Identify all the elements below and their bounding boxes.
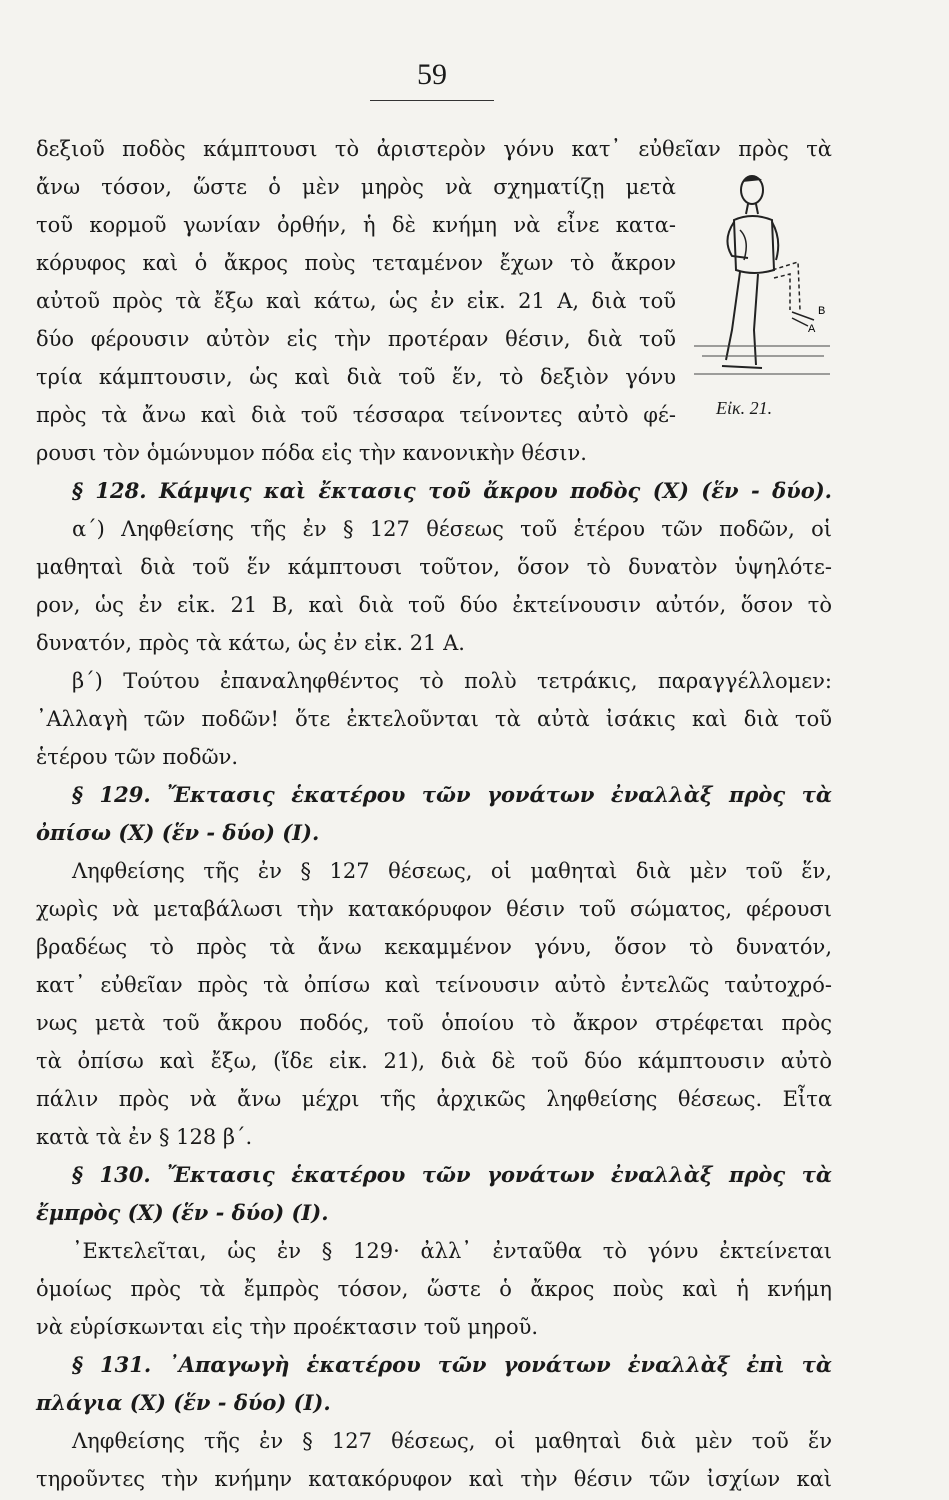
text-line: ἄνω τόσον, ὥστε ὁ μὲν μηρὸς νὰ σχηματίζῃ μετὰ bbox=[36, 175, 676, 199]
section-heading-129: § 129. Ἔκτασις ἑκατέρου τῶν γονάτων ἐναλλὰξ πρὸς τὰ bbox=[72, 782, 832, 807]
section-heading-129-cont: ὀπίσω (Χ) (ἕν - δύο) (Ι). bbox=[36, 820, 320, 845]
text-line: κόρυφος καὶ ὁ ἄκρος ποὺς τεταμένον ἔχων τὸ ἄκρον bbox=[36, 251, 676, 275]
text-line: τρία κάμπτουσιν, ὡς καὶ διὰ τοῦ ἕν, τὸ δεξιὸν γόνυ bbox=[36, 365, 676, 389]
text-line: ἑτέρου τῶν ποδῶν. bbox=[36, 745, 239, 769]
page-number: 59 bbox=[417, 58, 447, 91]
text-line: δύο φέρουσιν αὐτὸν εἰς τὴν προτέραν θέσιν, διὰ τοῦ bbox=[36, 327, 676, 351]
standing-figure-drawing bbox=[692, 160, 832, 400]
figure-21-illustration bbox=[692, 160, 832, 430]
figure-label-b: B bbox=[818, 305, 826, 317]
text-line: χωρὶς νὰ μεταβάλωσι τὴν κατακόρυφον θέσιν τοῦ σώματος, φέρουσι bbox=[36, 897, 832, 921]
text-line: ᾿Αλλαγὴ τῶν ποδῶν! ὅτε ἐκτελοῦνται τὰ αὐτὰ ἰσάκις καὶ διὰ τοῦ bbox=[36, 707, 832, 731]
text-line: ρον, ὡς ἐν εἰκ. 21 Β, καὶ διὰ τοῦ δύο ἐκτείνουσιν αὐτόν, ὅσον τὸ bbox=[36, 593, 832, 617]
text-line: Ληφθείσης τῆς ἐν § 127 θέσεως, οἱ μαθηταὶ διὰ μὲν τοῦ ἕν bbox=[72, 1429, 832, 1453]
section-heading-131: § 131. ᾿Απαγωγὴ ἑκατέρου τῶν γονάτων ἐναλλὰξ ἐπὶ τὰ bbox=[72, 1352, 832, 1377]
text-line: τοῦ κορμοῦ γωνίαν ὀρθήν, ἡ δὲ κνήμη νὰ εἶνε κατα- bbox=[36, 213, 676, 237]
text-line: Ληφθείσης τῆς ἐν § 127 θέσεως, οἱ μαθηταὶ διὰ μὲν τοῦ ἕν, bbox=[72, 859, 832, 883]
figure-caption: Εἰκ. 21. bbox=[716, 398, 773, 418]
section-heading-130: § 130. Ἔκτασις ἑκατέρου τῶν γονάτων ἐναλλὰξ πρὸς τὰ bbox=[72, 1162, 832, 1187]
text-line: β΄) Τούτου ἐπαναληφθέντος τὸ πολὺ τετράκις, παραγγέλλομεν: bbox=[72, 669, 832, 693]
section-heading-131-cont: πλάγια (Χ) (ἕν - δύο) (Ι). bbox=[36, 1390, 331, 1415]
text-line: νως μετὰ τοῦ ἄκρου ποδός, τοῦ ὁποίου τὸ ἄκρον στρέφεται πρὸς bbox=[36, 1011, 832, 1035]
text-line: ὁμοίως πρὸς τὰ ἔμπρὸς τόσον, ὥστε ὁ ἄκρος ποὺς καὶ ἡ κνήμη bbox=[36, 1277, 832, 1301]
text-line: μαθηταὶ διὰ τοῦ ἕν κάμπτουσι τοῦτον, ὅσον τὸ δυνατὸν ὑψηλότε- bbox=[36, 555, 832, 579]
text-line: δεξιοῦ ποδὸς κάμπτουσι τὸ ἀριστερὸν γόνυ κατ᾽ εὐθεῖαν πρὸς τὰ bbox=[36, 137, 832, 161]
figure-label-a: A bbox=[808, 323, 816, 335]
header-rule bbox=[370, 100, 494, 101]
section-heading-128: § 128. Κάμψις καὶ ἔκτασις τοῦ ἄκρου ποδὸς (Χ) (ἕν - δύο). bbox=[72, 478, 832, 503]
text-line: αὐτοῦ πρὸς τὰ ἔξω καὶ κάτω, ὡς ἐν εἰκ. 21 Α, διὰ τοῦ bbox=[36, 289, 676, 313]
text-line: δυνατόν, πρὸς τὰ κάτω, ὡς ἐν εἰκ. 21 Α. bbox=[36, 631, 465, 655]
section-heading-130-cont: ἔμπρὸς (Χ) (ἕν - δύο) (Ι). bbox=[36, 1200, 329, 1225]
text-line: πάλιν πρὸς νὰ ἄνω μέχρι τῆς ἀρχικῶς ληφθείσης θέσεως. Εἶτα bbox=[36, 1087, 832, 1111]
text-line: κατ᾽ εὐθεῖαν πρὸς τὰ ὀπίσω καὶ τείνουσιν αὐτὸ ἐντελῶς ταὐτοχρό- bbox=[36, 973, 832, 997]
text-line: ᾿Εκτελεῖται, ὡς ἐν § 129· ἀλλ᾽ ἐνταῦθα τὸ γόνυ ἐκτείνεται bbox=[72, 1239, 832, 1263]
text-line: τὰ ὀπίσω καὶ ἔξω, (ἴδε εἰκ. 21), διὰ δὲ τοῦ δύο κάμπτουσιν αὐτὸ bbox=[36, 1049, 832, 1073]
text-line: πρὸς τὰ ἄνω καὶ διὰ τοῦ τέσσαρα τείνοντες αὐτὸ φέ- bbox=[36, 403, 676, 427]
text-line: τηροῦντες τὴν κνήμην κατακόρυφον καὶ τὴν θέσιν τῶν ἰσχίων καὶ bbox=[36, 1467, 832, 1491]
text-line: νὰ εὑρίσκωνται εἰς τὴν προέκτασιν τοῦ μηροῦ. bbox=[36, 1315, 539, 1339]
text-line: ρουσι τὸν ὁμώνυμον πόδα εἰς τὴν κανονικὴν θέσιν. bbox=[36, 441, 587, 465]
text-line: α΄) Ληφθείσης τῆς ἐν § 127 θέσεως τοῦ ἑτέρου τῶν ποδῶν, οἱ bbox=[72, 517, 832, 541]
text-line: βραδέως τὸ πρὸς τὰ ἄνω κεκαμμένον γόνυ, ὅσον τὸ δυνατόν, bbox=[36, 935, 832, 959]
text-line: κατὰ τὰ ἐν § 128 β΄. bbox=[36, 1125, 253, 1149]
